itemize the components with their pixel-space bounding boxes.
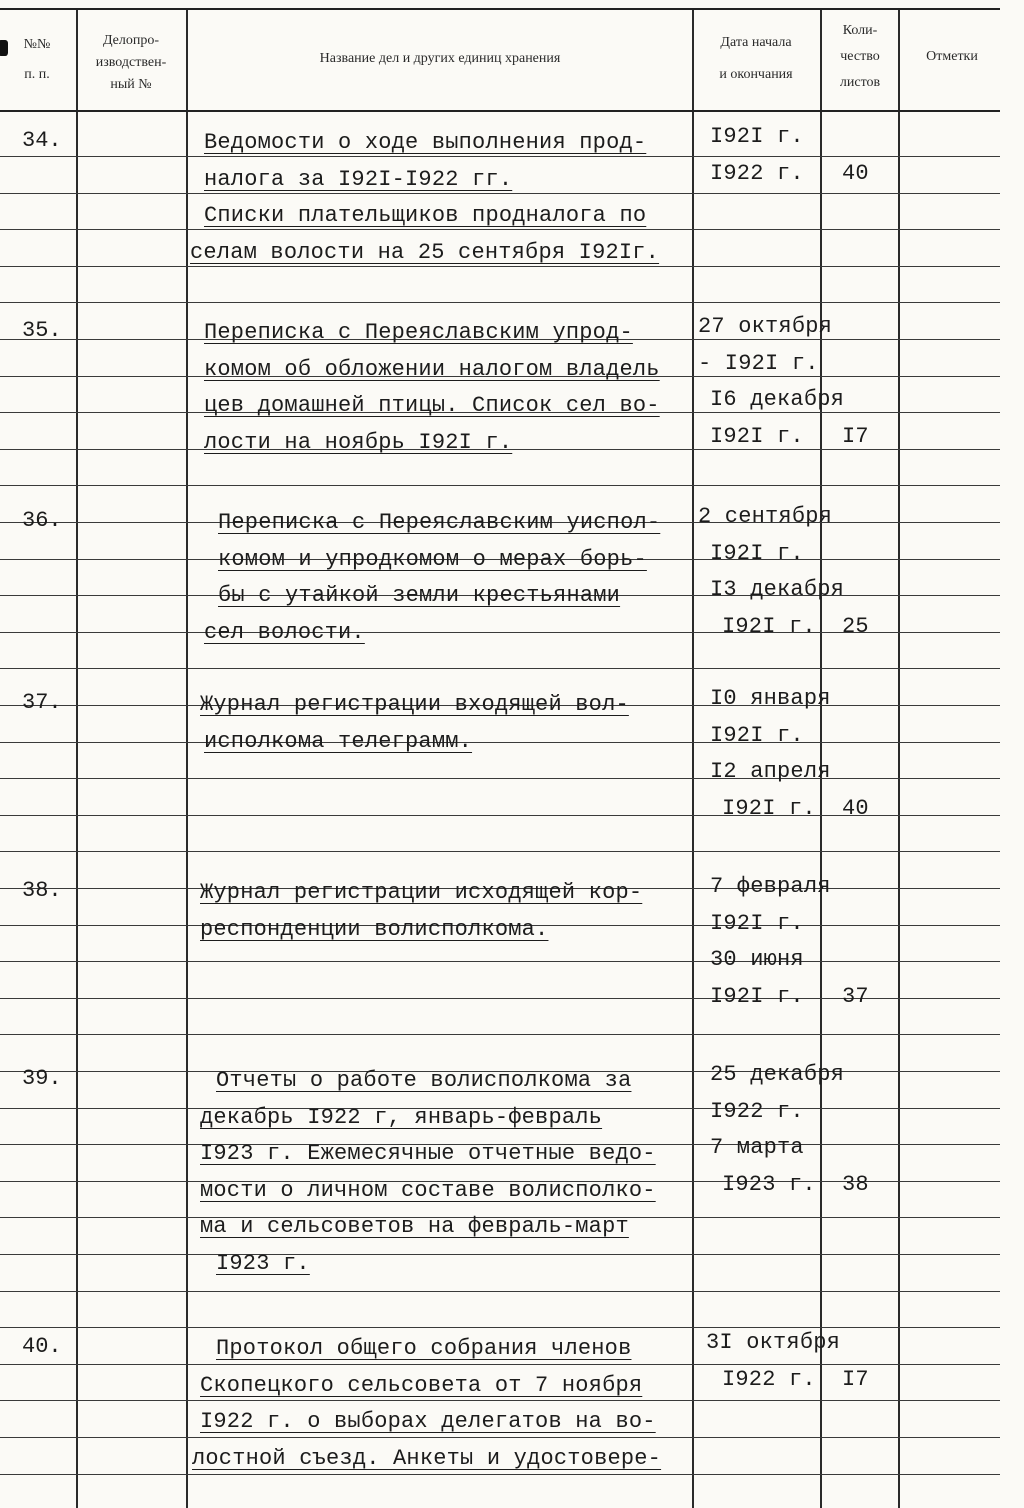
ruled-line [0, 961, 1000, 962]
header-col-office [80, 30, 182, 96]
ruled-line [0, 1474, 1000, 1475]
entry-title-line: I923 г. Ежемесячные отчетные ведо- [200, 1141, 656, 1167]
entry-title-line: Списки плательщиков продналога по [204, 203, 647, 229]
entry-number: 38. [22, 878, 62, 903]
entry-title-line: I923 г. [216, 1251, 310, 1276]
entry-date-line: I6 декабря [710, 387, 845, 413]
header-col-no-line: п. п. [24, 67, 50, 82]
ruled-line [0, 229, 1000, 230]
entry-title-line: мости о личном составе волисполко- [200, 1177, 656, 1203]
entry-title-line: I922 г. о выборах делегатов на во- [200, 1409, 656, 1435]
entry-title-line: респонденции волисполкома. [200, 916, 549, 942]
entry-date-line: I922 г. [710, 1098, 804, 1124]
ruled-line [0, 1327, 1000, 1328]
header-col-sheets-line: Коли- [842, 23, 878, 38]
entry-date-line: 7 февраля [710, 874, 831, 899]
header-col-title: Название дел и других единиц хранения [319, 51, 561, 66]
ruled-line [0, 193, 1000, 194]
entry-title-line: декабрь I922 г, январь-февраль [200, 1104, 603, 1130]
header-col-no [4, 34, 70, 86]
ruled-line [0, 1034, 1000, 1035]
column-rule [898, 8, 900, 1508]
header-col-no-line: №№ [23, 37, 51, 52]
header-col-office-line: ный № [110, 77, 152, 92]
entry-title-line: цев домашней птицы. Список сел во- [204, 393, 660, 419]
column-rule [820, 8, 822, 1508]
header-col-office-line: изводствен- [95, 55, 167, 70]
ruled-line [0, 1291, 1000, 1292]
entry-date-line: I92I г. [710, 423, 804, 449]
header-rule [0, 8, 1000, 10]
entry-title-line: сел волости. [204, 619, 365, 645]
entry-title-line: бы с утайкой земли крестьянами [218, 583, 621, 609]
entry-title-line: исполкома телеграмм. [204, 728, 473, 754]
entry-title-line: налога за I92I-I922 гг. [204, 166, 513, 192]
header-col-dates [694, 32, 818, 86]
entry-title-line: Журнал регистрации входящей вол- [200, 692, 629, 717]
entry-number: 34. [22, 128, 62, 153]
entry-sheet-count: I7 [842, 1366, 869, 1392]
entry-number: 39. [22, 1066, 62, 1091]
ruled-line [0, 1437, 1000, 1438]
entry-date-line: I92I г. [710, 910, 804, 936]
entry-title-line: Скопецкого сельсовета от 7 ноября [200, 1372, 643, 1398]
entry-date-line: I92I г. [710, 124, 804, 149]
column-rule [76, 8, 78, 1508]
header-col-sheets-line: чество [840, 49, 880, 64]
entry-title-line: Переписка с Переяславским упрод- [204, 320, 633, 345]
ruled-line [0, 266, 1000, 267]
entry-title-line: Отчеты о работе волисполкома за [216, 1068, 632, 1093]
entry-date-line: 25 декабря [710, 1062, 845, 1087]
entry-date-line: 2 сентября [698, 504, 833, 529]
ruled-line [0, 1400, 1000, 1401]
entry-title-line: комом об обложении налогом владель [204, 356, 660, 382]
entry-date-line: I3 декабря [710, 577, 845, 603]
entry-date-line: 30 июня [710, 947, 804, 973]
header-col-sheets [822, 20, 898, 94]
entry-title-line: Журнал регистрации исходящей кор- [200, 880, 643, 905]
entry-title-line: Протокол общего собрания членов [216, 1336, 632, 1361]
entry-sheet-count: 40 [842, 160, 869, 186]
ruled-line [0, 851, 1000, 852]
header-rule [0, 110, 1000, 112]
entry-number: 36. [22, 508, 62, 533]
entry-number: 35. [22, 318, 62, 343]
entry-sheet-count: 38 [842, 1171, 869, 1197]
entry-title-line: комом и упродкомом о мерах борь- [218, 546, 647, 572]
entry-date-line: I92I г. [710, 540, 804, 566]
entry-date-line: I2 апреля [710, 759, 831, 785]
header-col-dates-line: Дата начала [720, 35, 792, 50]
column-rule [692, 8, 694, 1508]
entry-date-line: 27 октября [698, 314, 833, 339]
entry-number: 40. [22, 1334, 62, 1359]
entry-sheet-count: 25 [842, 613, 869, 639]
entry-title-line: Ведомости о ходе выполнения прод- [204, 130, 647, 155]
entry-title-line: селам волости на 25 сентября I92Iг. [190, 239, 660, 265]
entry-title-line: ма и сельсоветов на февраль-март [200, 1214, 629, 1240]
entry-sheet-count: 37 [842, 983, 869, 1009]
header-col-notes: Отметки [926, 49, 978, 64]
header-col-office-line: Делопро- [102, 33, 160, 48]
entry-date-line: I922 г. [722, 1366, 816, 1392]
ruled-line [0, 485, 1000, 486]
entry-date-line: I92I г. [710, 983, 804, 1009]
entry-sheet-count: 40 [842, 795, 869, 821]
ruled-line [0, 1364, 1000, 1365]
ruled-line [0, 302, 1000, 303]
header-col-sheets-line: листов [839, 75, 881, 90]
entry-date-line: I92I г. [710, 722, 804, 748]
entry-date-line: - I92I г. [698, 350, 819, 376]
ruled-line [0, 778, 1000, 779]
entry-date-line: 7 марта [710, 1135, 804, 1161]
ruled-line [0, 156, 1000, 157]
entry-date-line: I92I г. [722, 795, 816, 821]
entry-sheet-count: I7 [842, 423, 869, 449]
column-rule [186, 8, 188, 1508]
entry-date-line: 3I октября [706, 1330, 841, 1355]
entry-date-line: I0 января [710, 686, 831, 711]
entry-title-line: Переписка с Переяславским уиспол- [218, 510, 661, 535]
entry-title-line: лости на ноябрь I92I г. [204, 429, 513, 455]
entry-date-line: I922 г. [710, 160, 804, 186]
ruled-line [0, 668, 1000, 669]
entry-date-line: I92I г. [722, 613, 816, 639]
entry-date-line: I923 г. [722, 1171, 816, 1197]
ruled-line [0, 1254, 1000, 1255]
header-col-dates-line: и окончания [719, 67, 793, 82]
ruled-line [0, 742, 1000, 743]
entry-title-line: лостной съезд. Анкеты и удостовере- [192, 1445, 662, 1471]
entry-number: 37. [22, 690, 62, 715]
